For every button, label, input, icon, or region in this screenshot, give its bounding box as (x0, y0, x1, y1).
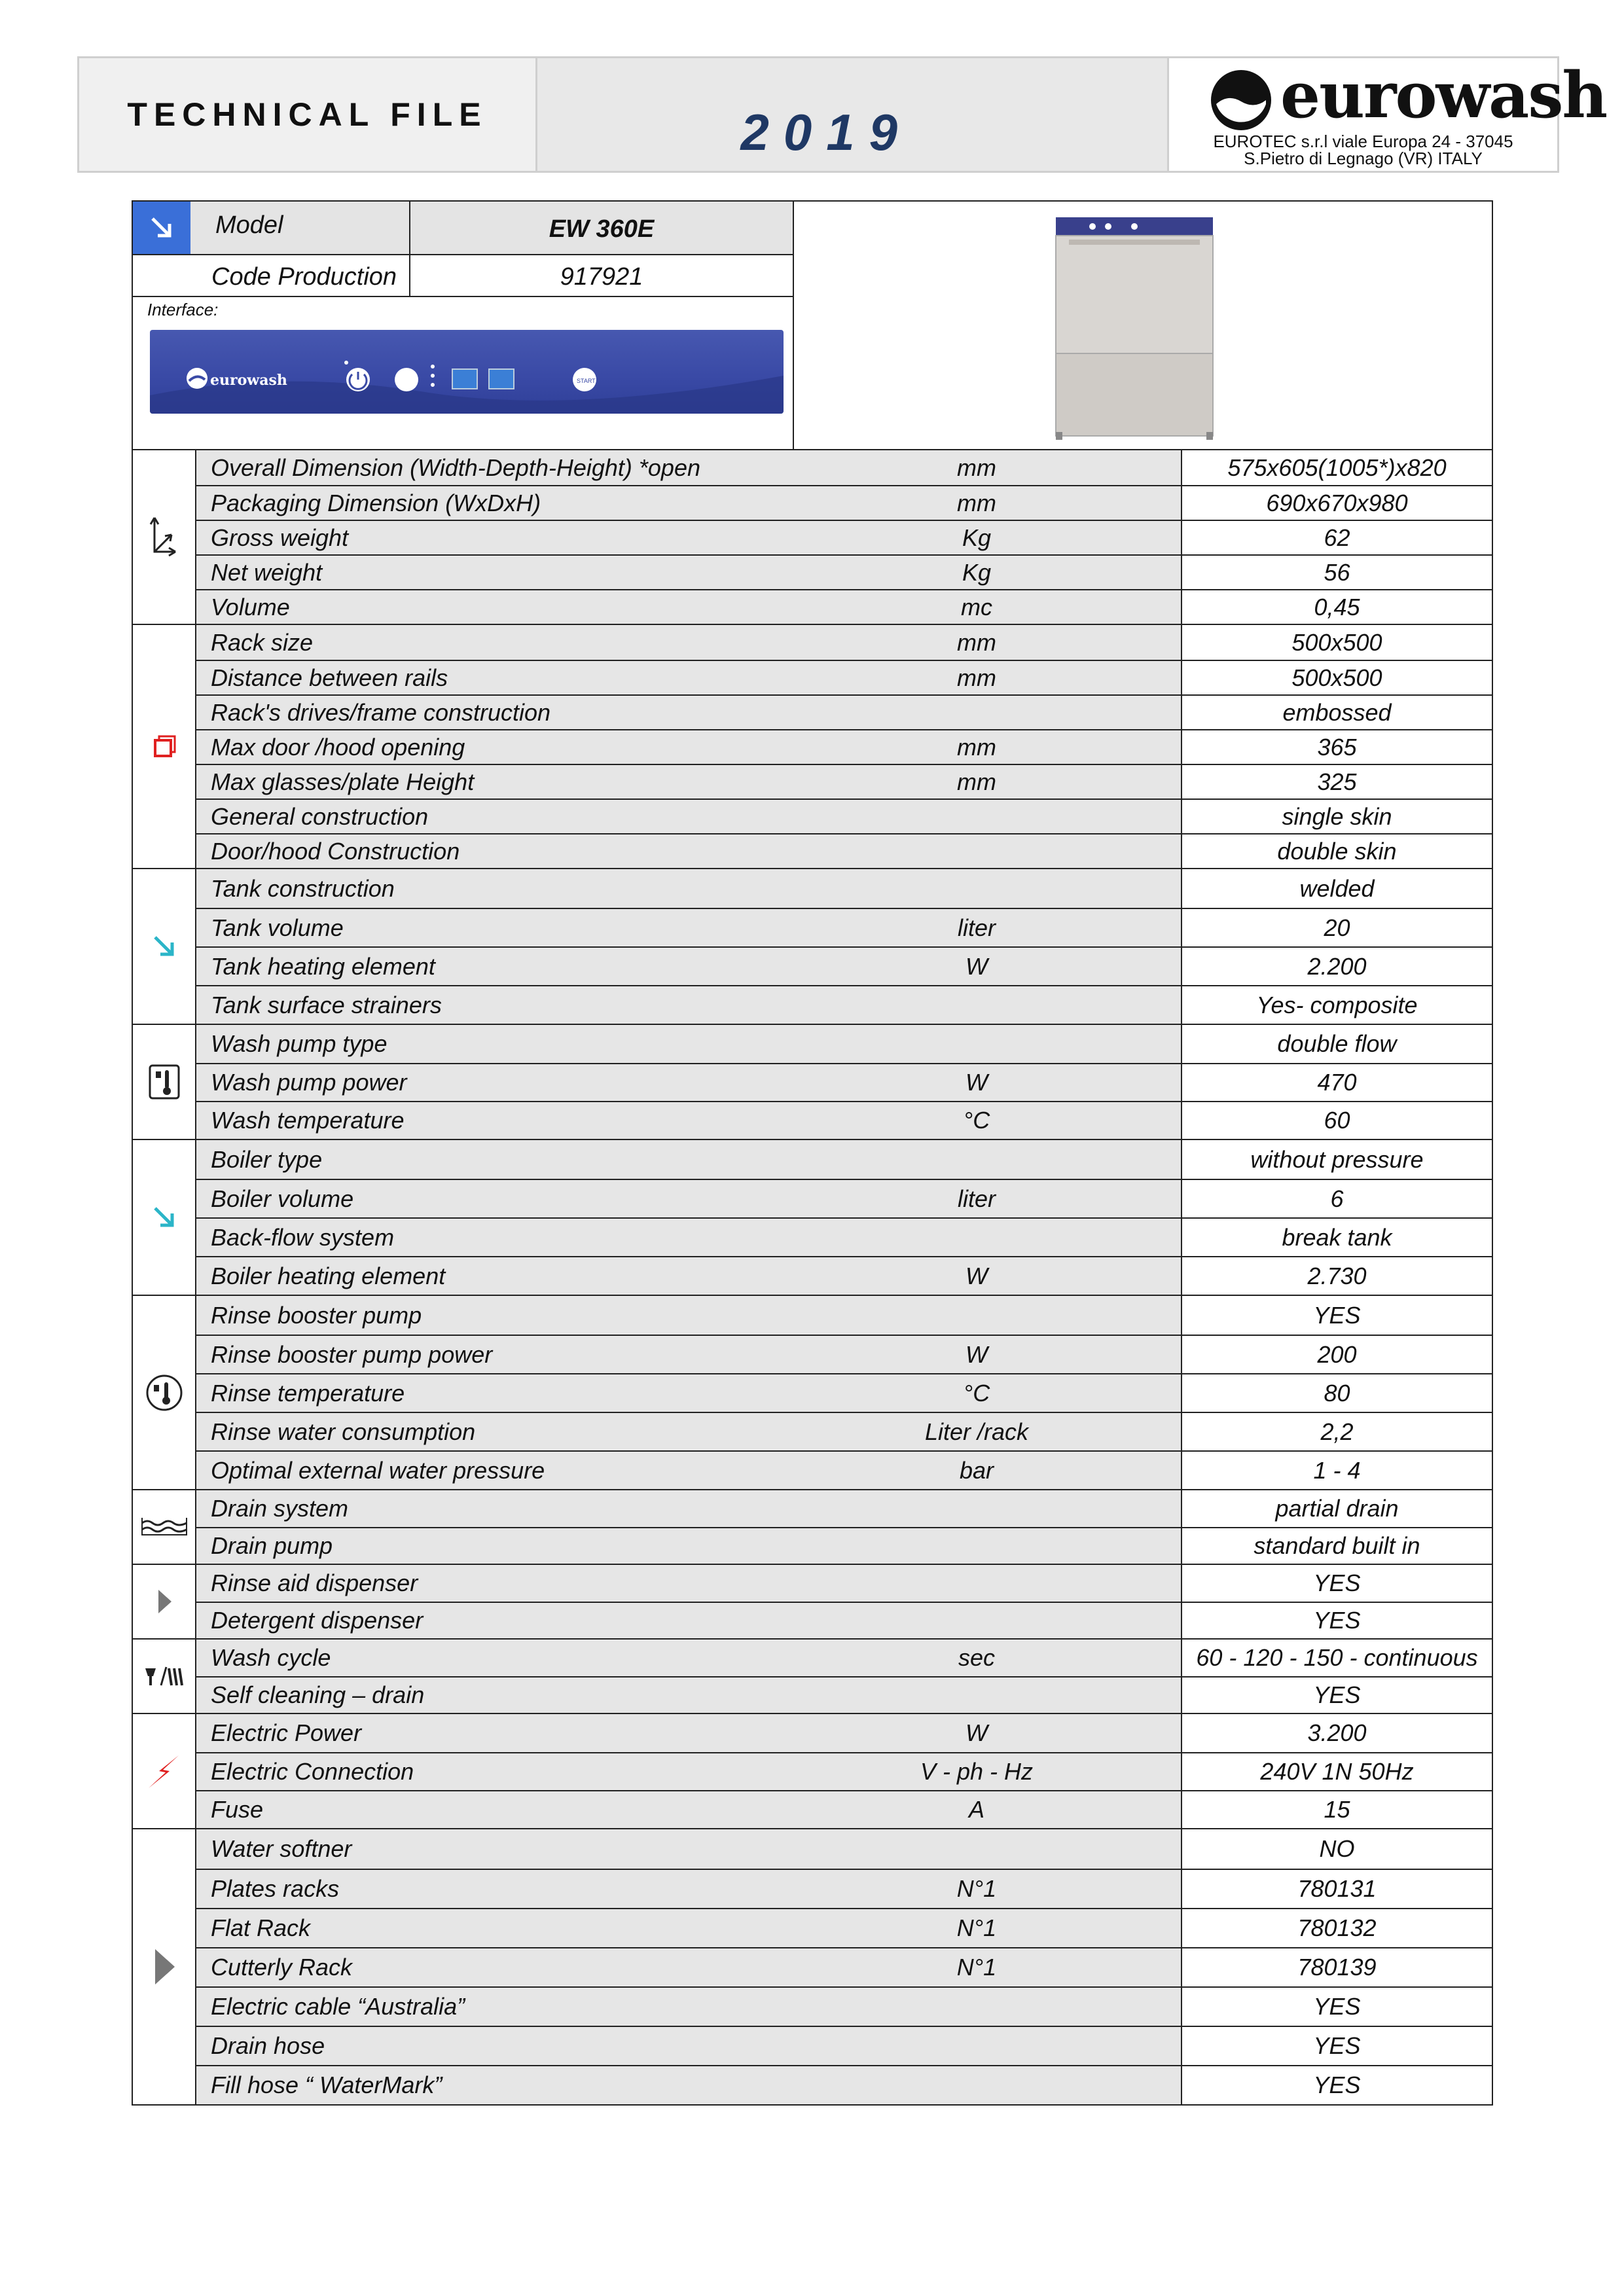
spec-value: 60 (1182, 1102, 1492, 1139)
spec-parameter: Net weight (211, 558, 323, 586)
spec-unit: mm (772, 765, 1182, 798)
spec-unit (772, 1490, 1182, 1527)
spec-unit: A (772, 1791, 1182, 1828)
spec-parameter: Distance between rails (211, 664, 448, 691)
spec-parameter: Back-flow system (211, 1223, 395, 1251)
spec-parameter: Tank construction (211, 874, 395, 902)
panel-brand: eurowash (210, 372, 287, 389)
spec-unit (772, 1565, 1182, 1602)
spec-parameter: Wash pump power (211, 1069, 407, 1096)
spec-parameter: Rack size (211, 628, 314, 656)
spec-unit (772, 1219, 1182, 1256)
spec-unit: mm (772, 625, 1182, 660)
spec-unit (772, 1829, 1182, 1869)
spec-value: 200 (1182, 1336, 1492, 1373)
spec-row (196, 729, 1492, 764)
spec-row (196, 1752, 1492, 1790)
spec-parameter: Wash cycle (211, 1644, 331, 1671)
tank-arrow-icon (133, 869, 196, 1024)
spec-unit (772, 2027, 1182, 2065)
interface-panel-image (150, 330, 784, 414)
spec-parameter: General construction (211, 802, 429, 830)
spec-value: YES (1182, 1603, 1492, 1638)
spec-row (196, 1373, 1492, 1412)
rack-icon (133, 625, 196, 868)
spec-unit: N°1 (772, 1948, 1182, 1986)
spec-value: YES (1182, 2027, 1492, 2065)
spec-row (196, 1335, 1492, 1373)
spec-row (196, 1527, 1492, 1564)
spec-unit (772, 2066, 1182, 2104)
spec-unit: W (772, 1336, 1182, 1373)
spec-parameter: Rinse aid dispenser (211, 1570, 418, 1596)
spec-row (196, 1829, 1492, 1869)
spec-group (133, 1564, 1492, 1638)
spec-value: NO (1182, 1829, 1492, 1869)
spec-row (196, 450, 1492, 485)
spec-value: Yes- composite (1182, 986, 1492, 1024)
dispenser-arrow-icon (133, 1565, 196, 1638)
spec-value: welded (1182, 869, 1492, 908)
spec-parameter: Rack's drives/frame construction (211, 698, 551, 726)
spec-row (196, 1676, 1492, 1713)
spec-unit (772, 696, 1182, 729)
spec-row (196, 833, 1492, 868)
spec-value: 15 (1182, 1791, 1492, 1828)
spec-unit: W (772, 1257, 1182, 1295)
wash-cycle-icon (133, 1640, 196, 1713)
spec-row (196, 1217, 1492, 1256)
accessories-arrow-icon (133, 1829, 196, 2104)
spec-unit: mm (772, 661, 1182, 694)
spec-group (133, 1024, 1492, 1139)
document-year: 2019 (740, 103, 912, 161)
spec-parameter: Max glasses/plate Height (211, 768, 475, 795)
spec-value: YES (1182, 2066, 1492, 2104)
spec-value: 780131 (1182, 1870, 1492, 1908)
spec-row (196, 1565, 1492, 1602)
spec-parameter: Gross weight (211, 524, 349, 551)
product-info-left (133, 202, 794, 449)
spec-unit (772, 1603, 1182, 1638)
brand-address-line2: S.Pietro di Legnago (VR) ITALY (1244, 149, 1483, 168)
spec-row (196, 1790, 1492, 1828)
spec-value: single skin (1182, 800, 1492, 833)
spec-row (196, 946, 1492, 985)
spec-row (196, 1490, 1492, 1527)
spec-unit: W (772, 1064, 1182, 1101)
spec-unit: N°1 (772, 1909, 1182, 1947)
spec-value: embossed (1182, 696, 1492, 729)
spec-unit (772, 800, 1182, 833)
spec-row (196, 869, 1492, 908)
document-title: TECHNICAL FILE (127, 96, 488, 133)
spec-unit: mm (772, 450, 1182, 485)
spec-row (196, 1412, 1492, 1450)
spec-parameter: Rinse temperature (211, 1379, 405, 1407)
spec-group (133, 624, 1492, 868)
spec-unit (772, 1296, 1182, 1335)
spec-value: YES (1182, 1677, 1492, 1713)
spec-value: double skin (1182, 834, 1492, 868)
rinse-thermometer-icon (133, 1296, 196, 1489)
spec-row (196, 1450, 1492, 1489)
spec-row (196, 1179, 1492, 1217)
spec-parameter: Fill hose “ WaterMark” (211, 2072, 442, 2098)
spec-value: 690x670x980 (1182, 486, 1492, 520)
product-photo-cell (794, 202, 1492, 449)
spec-parameter: Water softner (211, 1835, 352, 1862)
spec-unit: Kg (772, 556, 1182, 589)
spec-group (133, 1295, 1492, 1489)
spec-parameter: Electric Connection (211, 1758, 414, 1785)
spec-value: 325 (1182, 765, 1492, 798)
spec-row (196, 1869, 1492, 1908)
spec-unit: N°1 (772, 1870, 1182, 1908)
spec-parameter: Door/hood Construction (211, 837, 460, 865)
spec-value: standard built in (1182, 1528, 1492, 1564)
spec-unit (772, 869, 1182, 908)
spec-unit (772, 834, 1182, 868)
model-label: Model (190, 202, 410, 254)
spec-unit: Liter /rack (772, 1413, 1182, 1450)
spec-row (196, 1714, 1492, 1752)
boiler-arrow-icon (133, 1140, 196, 1295)
spec-value: double flow (1182, 1025, 1492, 1063)
spec-parameter: Cutterly Rack (211, 1954, 353, 1981)
spec-row (196, 1986, 1492, 2026)
spec-unit: liter (772, 1180, 1182, 1217)
spec-value: 6 (1182, 1180, 1492, 1217)
spec-value: 3.200 (1182, 1714, 1492, 1752)
brand-logo (1169, 58, 1607, 171)
spec-unit (772, 1140, 1182, 1179)
spec-unit: liter (772, 909, 1182, 946)
spec-value: without pressure (1182, 1140, 1492, 1179)
spec-row (196, 1296, 1492, 1335)
electric-bolt-icon (133, 1714, 196, 1828)
spec-parameter: Rinse booster pump (211, 1301, 422, 1329)
spec-parameter: Electric Power (211, 1719, 362, 1746)
spec-parameter: Plates racks (211, 1875, 340, 1902)
spec-value: 1 - 4 (1182, 1452, 1492, 1489)
spec-unit: mm (772, 730, 1182, 764)
spec-parameter: Optimal external water pressure (211, 1456, 545, 1484)
year-cell (537, 58, 1169, 171)
spec-unit: V - ph - Hz (772, 1753, 1182, 1790)
spec-row (196, 764, 1492, 798)
spec-value: 365 (1182, 730, 1492, 764)
spec-parameter: Rinse water consumption (211, 1418, 476, 1445)
spec-value: 56 (1182, 556, 1492, 589)
spec-parameter: Detergent dispenser (211, 1607, 424, 1634)
spec-row (196, 485, 1492, 520)
spec-row (196, 1025, 1492, 1063)
spec-row (196, 1640, 1492, 1676)
spec-parameter: Boiler type (211, 1145, 323, 1173)
brand-address-line1: EUROTEC s.r.l viale Europa 24 - 37045 (1213, 132, 1513, 151)
spec-group (133, 1713, 1492, 1828)
spec-unit: °C (772, 1102, 1182, 1139)
spec-unit: °C (772, 1374, 1182, 1412)
spec-parameter: Packaging Dimension (WxDxH) (211, 489, 541, 516)
spec-row (196, 985, 1492, 1024)
model-row (133, 202, 793, 255)
spec-unit: mm (772, 486, 1182, 520)
spec-row (196, 694, 1492, 729)
spec-unit: Kg (772, 521, 1182, 554)
spec-group (133, 1828, 1492, 2104)
spec-parameter: Tank surface strainers (211, 991, 442, 1018)
spec-value: YES (1182, 1565, 1492, 1602)
spec-value: YES (1182, 1296, 1492, 1335)
code-value: 917921 (560, 263, 643, 291)
spec-value: YES (1182, 1988, 1492, 2026)
spec-value: break tank (1182, 1219, 1492, 1256)
spec-value: 500x500 (1182, 661, 1492, 694)
spec-row (196, 1101, 1492, 1139)
spec-unit: mc (772, 590, 1182, 624)
spec-value: 575x605(1005*)x820 (1182, 450, 1492, 485)
spec-value: 20 (1182, 909, 1492, 946)
spec-row (196, 625, 1492, 660)
spec-group (133, 868, 1492, 1024)
spec-row (196, 520, 1492, 554)
spec-row (196, 908, 1492, 946)
spec-unit: bar (772, 1452, 1182, 1489)
spec-value: partial drain (1182, 1490, 1492, 1527)
spec-value: 2.200 (1182, 948, 1492, 985)
spec-parameter: Tank volume (211, 914, 344, 941)
spec-row (196, 1602, 1492, 1638)
spec-row (196, 1908, 1492, 1947)
spec-value: 500x500 (1182, 625, 1492, 660)
drain-water-icon (133, 1490, 196, 1564)
spec-parameter: Drain hose (211, 2032, 325, 2059)
spec-value: 780139 (1182, 1948, 1492, 1986)
spec-row (196, 554, 1492, 589)
spec-parameter: Self cleaning – drain (211, 1681, 425, 1708)
model-arrow-icon (133, 202, 190, 254)
code-label: Code Production (133, 255, 410, 296)
spec-value: 470 (1182, 1064, 1492, 1101)
dimensions-icon (133, 450, 196, 624)
spec-parameter: Volume (211, 593, 290, 620)
code-row (133, 255, 793, 297)
control-panel-drawing (150, 330, 784, 414)
spec-parameter: Electric cable “Australia” (211, 1993, 465, 2020)
spec-value: 2.730 (1182, 1257, 1492, 1295)
product-info-box (132, 200, 1493, 450)
spec-parameter: Tank heating element (211, 952, 435, 980)
spec-parameter: Drain pump (211, 1532, 333, 1559)
spec-value: 240V 1N 50Hz (1182, 1753, 1492, 1790)
spec-value: 62 (1182, 521, 1492, 554)
dishwasher-photo (794, 202, 1493, 449)
spec-unit: sec (772, 1640, 1182, 1676)
interface-label: Interface: (147, 300, 219, 319)
spec-parameter: Boiler heating element (211, 1262, 446, 1289)
spec-parameter: Flat Rack (211, 1914, 311, 1941)
specification-table (132, 449, 1493, 2106)
spec-value: 2,2 (1182, 1413, 1492, 1450)
spec-row (196, 660, 1492, 694)
spec-row (196, 2065, 1492, 2104)
spec-unit (772, 986, 1182, 1024)
model-value: EW 360E (410, 202, 793, 254)
panel-start-label: START (577, 378, 596, 384)
spec-parameter: Wash pump type (211, 1030, 388, 1057)
title-cell (79, 58, 537, 171)
spec-value: 80 (1182, 1374, 1492, 1412)
spec-unit (772, 1677, 1182, 1713)
spec-row (196, 1947, 1492, 1986)
spec-group (133, 1139, 1492, 1295)
spec-parameter: Overall Dimension (Width-Depth-Height) *open (211, 454, 700, 481)
spec-row (196, 2026, 1492, 2065)
spec-value: 0,45 (1182, 590, 1492, 624)
spec-parameter: Wash temperature (211, 1107, 405, 1134)
spec-unit: W (772, 1714, 1182, 1752)
spec-unit (772, 1988, 1182, 2026)
spec-value: 780132 (1182, 1909, 1492, 1947)
spec-parameter: Drain system (211, 1495, 349, 1522)
spec-group (133, 1638, 1492, 1713)
spec-unit (772, 1025, 1182, 1063)
spec-unit (772, 1528, 1182, 1564)
spec-group (133, 450, 1492, 624)
spec-parameter: Boiler volume (211, 1185, 354, 1212)
spec-row (196, 589, 1492, 624)
spec-row (196, 798, 1492, 833)
spec-parameter: Max door /hood opening (211, 733, 465, 761)
eurowash-logo-icon (1208, 67, 1274, 133)
wash-pump-icon (133, 1025, 196, 1139)
spec-parameter: Fuse (211, 1796, 264, 1823)
spec-row (196, 1256, 1492, 1295)
spec-value: 60 - 120 - 150 - continuous (1182, 1640, 1492, 1676)
spec-group (133, 1489, 1492, 1564)
document-header (77, 56, 1607, 173)
spec-unit: W (772, 948, 1182, 985)
spec-row (196, 1063, 1492, 1101)
spec-row (196, 1140, 1492, 1179)
spec-parameter: Rinse booster pump power (211, 1340, 493, 1368)
brand-name: eurowash (1280, 58, 1607, 132)
